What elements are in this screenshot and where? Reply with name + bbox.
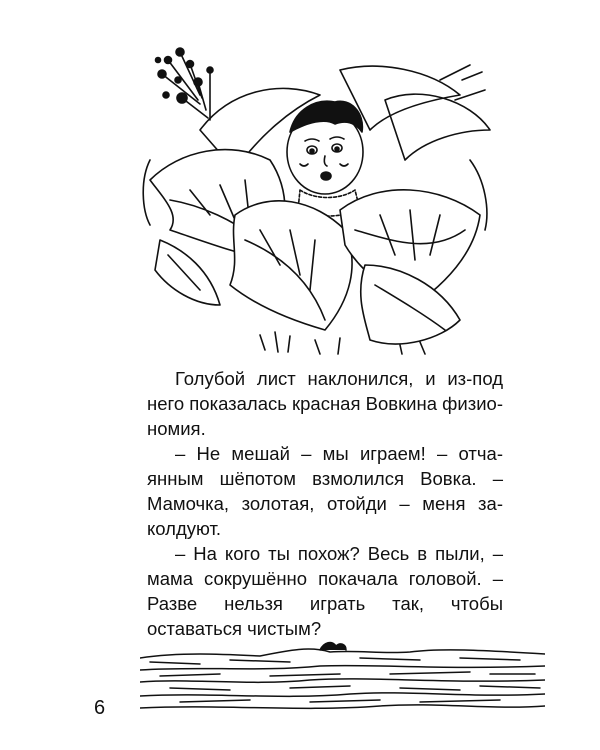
paragraph-3: – На кого ты похож? Весь в пыли, – мама сокрушённо покачала головой. – Разве нельзя играть так, чтобы оставаться чистым? <box>147 543 503 639</box>
paragraph-1: Голубой лист наклонился, и из-под него показалась красная Вовкина физиономия. <box>147 368 503 439</box>
boy-face <box>287 101 363 194</box>
boy-in-leaves-illustration <box>140 40 500 355</box>
paragraph-2: – Не мешай – мы играем! – отчаянным шёпотом взмолился Вовка. – Мамочка, золотая, отойди – меня заколдуют. <box>147 443 503 539</box>
burr-flowers <box>156 48 214 120</box>
hills-landscape-illustration <box>140 636 545 714</box>
page-number: 6 <box>94 697 106 719</box>
body-text <box>147 366 503 641</box>
